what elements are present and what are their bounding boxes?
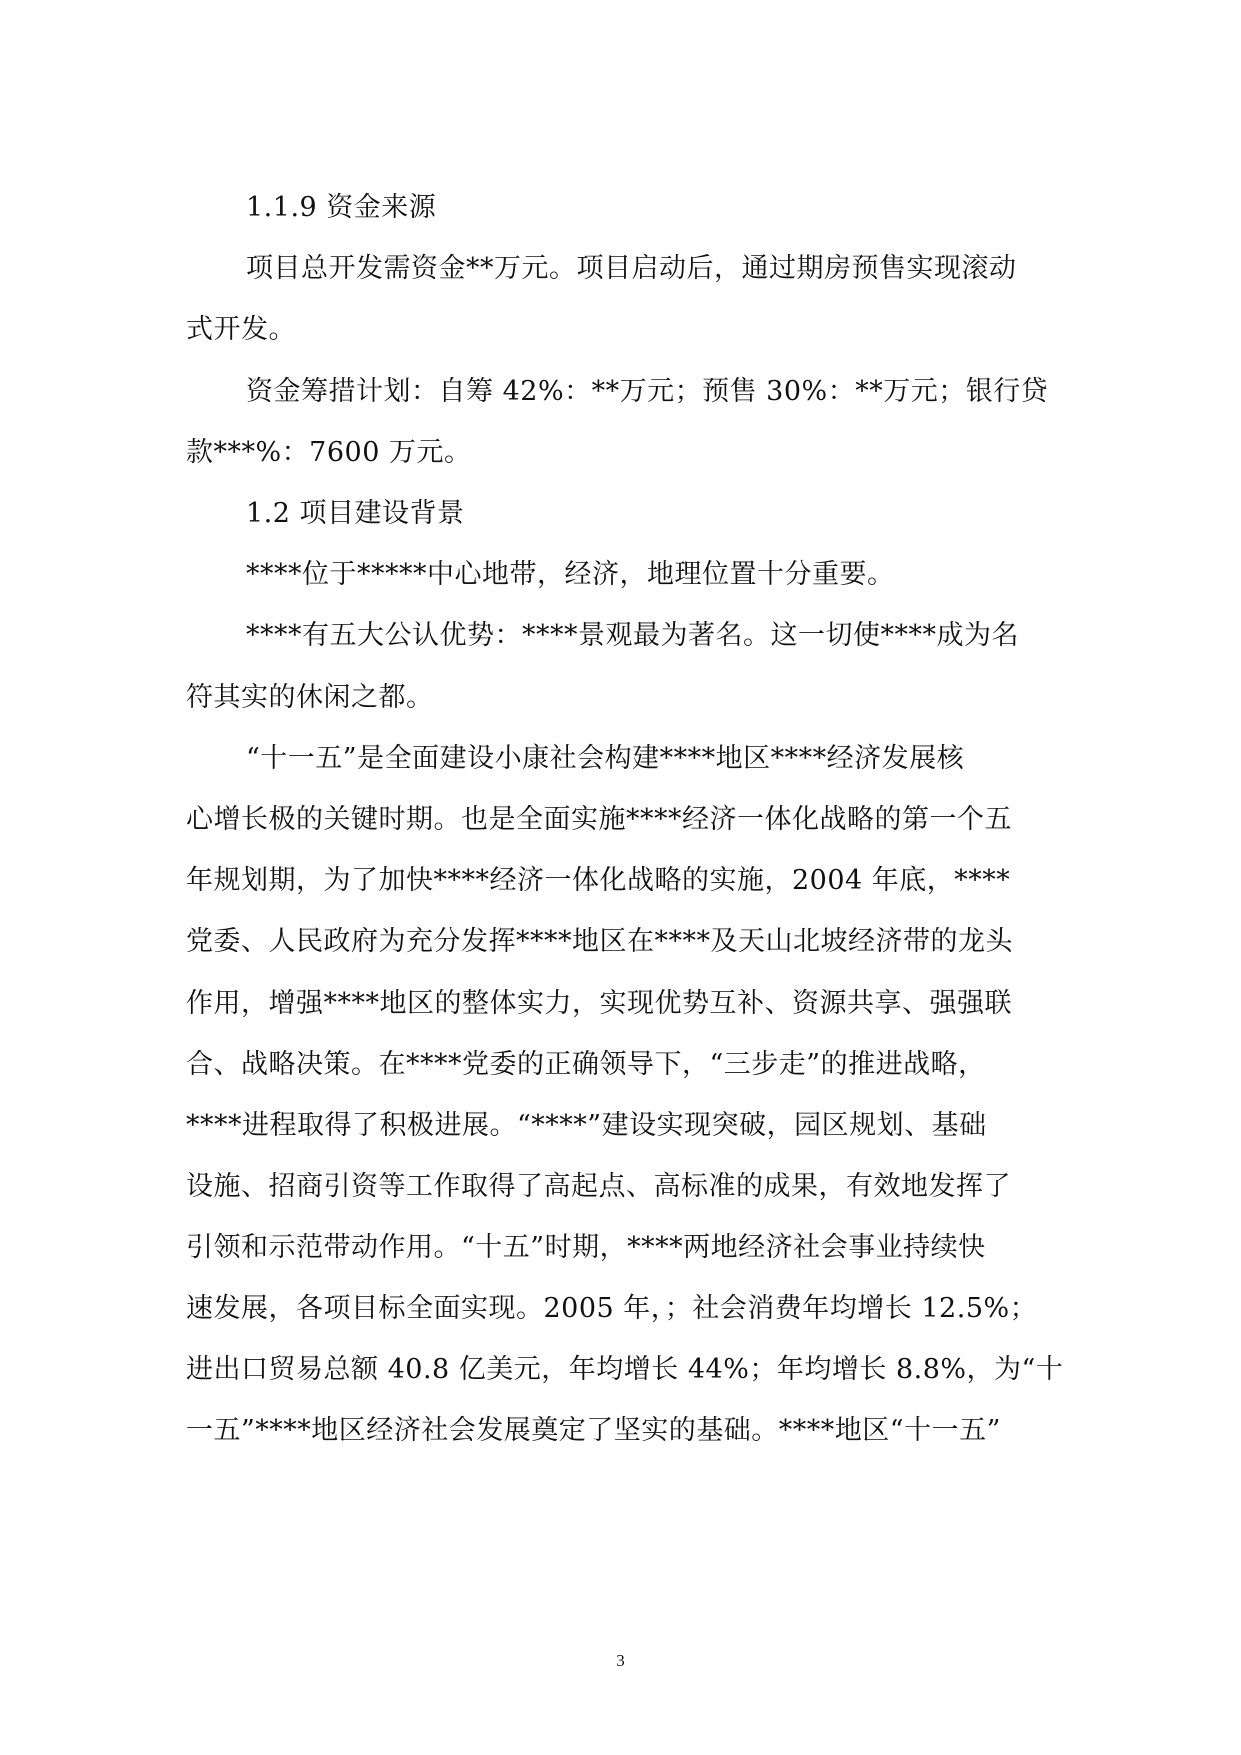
page-number: 3 <box>616 1651 625 1670</box>
paragraph-line: ****位于*****中心地带，经济，地理位置十分重要。 <box>246 559 895 590</box>
paragraph-line: 引领和示范带动作用。“十五”时期，****两地经济社会事业持续快 <box>186 1232 986 1263</box>
paragraph-line: 党委、人民政府为充分发挥****地区在****及天山北坡经济带的龙头 <box>186 926 1013 957</box>
paragraph-line: 项目总开发需资金**万元。项目启动后，通过期房预售实现滚动 <box>246 253 1017 284</box>
paragraph-line: 式开发。 <box>186 314 296 345</box>
paragraph-line: 资金筹措计划：自筹 42%：**万元；预售 30%：**万元；银行贷 <box>246 376 1049 407</box>
paragraph-line: ****有五大公认优势：****景观最为著名。这一切使****成为名 <box>246 620 1019 651</box>
paragraph-line: ****进程取得了积极进展。“****”建设实现突破，园区规划、基础 <box>186 1110 987 1141</box>
paragraph-line: 款***%：7600 万元。 <box>186 437 472 468</box>
paragraph-line: “十一五”是全面建设小康社会构建****地区****经济发展核 <box>246 743 965 774</box>
paragraph-line: 作用，增强****地区的整体实力，实现优势互补、资源共享、强强联 <box>186 988 1012 1019</box>
paragraph-line: 符其实的休闲之都。 <box>186 682 434 713</box>
paragraph-line: 合、战略决策。在****党委的正确领导下，“三步走”的推进战略， <box>186 1049 986 1080</box>
paragraph-line: 心增长极的关键时期。也是全面实施****经济一体化战略的第一个五 <box>186 804 1012 835</box>
paragraph-line: 进出口贸易总额 40.8 亿美元，年均增长 44%；年均增长 8.8%，为“十 <box>186 1354 1064 1385</box>
section-heading-background: 1.2 项目建设背景 <box>246 498 465 529</box>
section-heading-funding: 1.1.9 资金来源 <box>246 192 437 223</box>
paragraph-line: 一五”****地区经济社会发展奠定了坚实的基础。****地区“十一五” <box>186 1415 1001 1446</box>
paragraph-line: 速发展，各项目标全面实现。2005 年，；社会消费年均增长 12.5%； <box>186 1293 1038 1324</box>
paragraph-line: 年规划期，为了加快****经济一体化战略的实施，2004 年底，**** <box>186 865 1011 896</box>
paragraph-line: 设施、招商引资等工作取得了高起点、高标准的成果，有效地发挥了 <box>186 1171 1011 1202</box>
